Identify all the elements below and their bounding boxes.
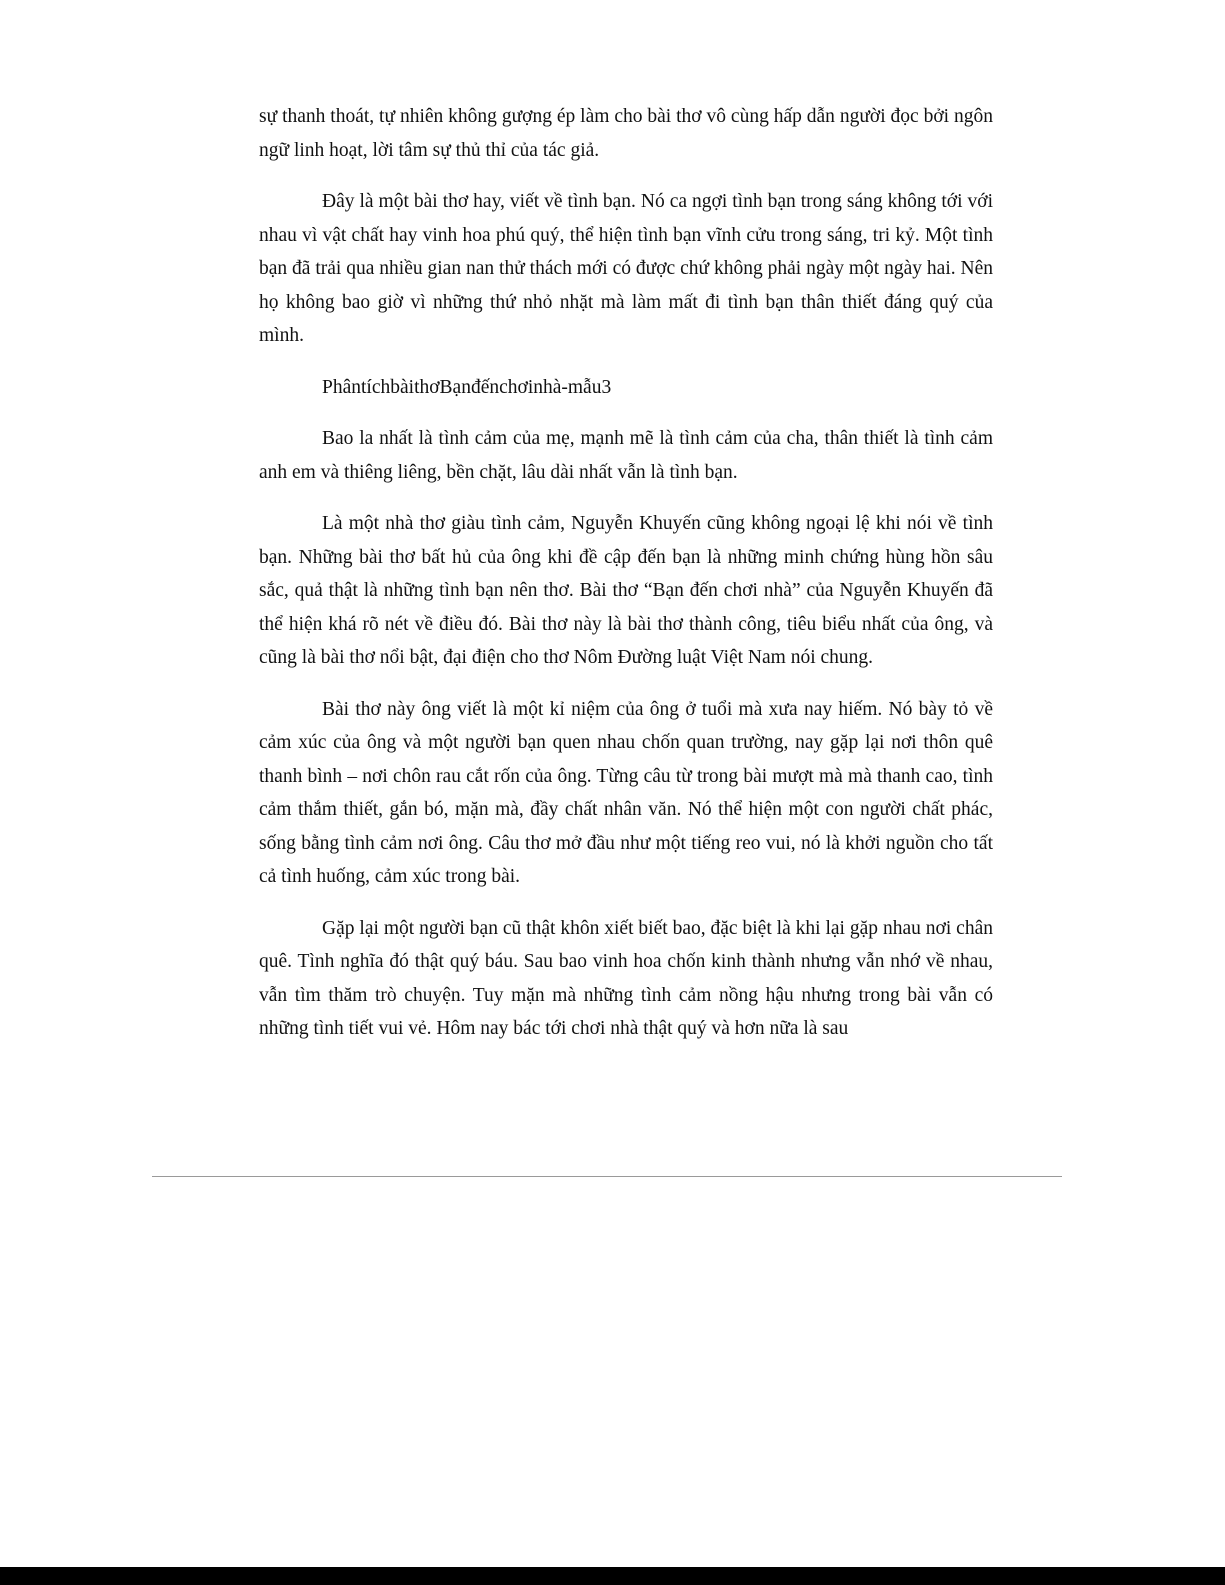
paragraph-4: Là một nhà thơ giàu tình cảm, Nguyễn Khuyến cũng không ngoại lệ khi nói về tình bạn. Những bài thơ bất hủ của ông khi đề cập đến bạn là những minh chứng hùng hồn sâu sắc, quả thật là những tình bạn nên thơ. Bài thơ “Bạn đến chơi nhà” của Nguyễn Khuyến đã thể hiện khá rõ nét về điều đó. Bài thơ này là bài thơ thành công, tiêu biểu nhất của ông, và cũng là bài thơ nổi bật, đại điện cho thơ Nôm Đường luật Việt Nam nói chung. — [259, 513, 993, 668]
paragraph-3: Bao la nhất là tình cảm của mẹ, mạnh mẽ là tình cảm của cha, thân thiết là tình cảm anh em và thiêng liêng, bền chặt, lâu dài nhất vẫn là tình bạn. — [259, 428, 993, 483]
bottom-edge-band — [0, 1567, 1225, 1585]
paragraph-6: Gặp lại một người bạn cũ thật khôn xiết biết bao, đặc biệt là khi lại gặp nhau nơi chân quê. Tình nghĩa đó thật quý báu. Sau bao vinh hoa chốn kinh thành nhưng vẫn nhớ về nhau, vẫn tìm thăm trò chuyện. Tuy mặn mà những tình cảm nồng hậu nhưng trong bài vẫn có những tình tiết vui vẻ. Hôm nay bác tới chơi nhà thật quý và hơn nữa là sau — [259, 917, 993, 1039]
paragraph-1: sự thanh thoát, tự nhiên không gượng ép làm cho bài thơ vô cùng hấp dẫn người đọc bởi ngôn ngữ linh hoạt, lời tâm sự thủ thỉ của tác giả. — [259, 106, 993, 161]
paragraph-5: Bài thơ này ông viết là một kỉ niệm của ông ở tuổi mà xưa nay hiếm. Nó bày tỏ về cảm xúc của ông và một người bạn quen nhau chốn quan trường, nay gặp lại nơi thôn quê thanh bình – nơi chôn rau cắt rốn của ông. Từng câu từ trong bài mượt mà mà thanh cao, tình cảm thắm thiết, gắn bó, mặn mà, đầy chất nhân văn. Nó thể hiện một con người chất phác, sống bằng tình cảm nơi ông. Câu thơ mở đầu như một tiếng reo vui, nó là khởi nguồn cho tất cả tình huống, cảm xúc trong bài. — [259, 698, 993, 887]
document-page-body — [259, 100, 993, 1064]
paragraph-2: Đây là một bài thơ hay, viết về tình bạn. Nó ca ngợi tình bạn trong sáng không tới với nhau vì vật chất hay vinh hoa phú quý, thể hiện tình bạn vĩnh cửu trong sáng, tri kỷ. Một tình bạn đã trải qua nhiều gian nan thử thách mới có được chứ không phải ngày một ngày hai. Nên họ không bao giờ vì những thứ nhỏ nhặt mà làm mất đi tình bạn thân thiết đáng quý của mình. — [259, 191, 993, 346]
page-separator-line — [152, 1176, 1062, 1177]
section-heading: PhântíchbàithơBạnđếnchơinhà-mẫu3 — [322, 376, 612, 398]
